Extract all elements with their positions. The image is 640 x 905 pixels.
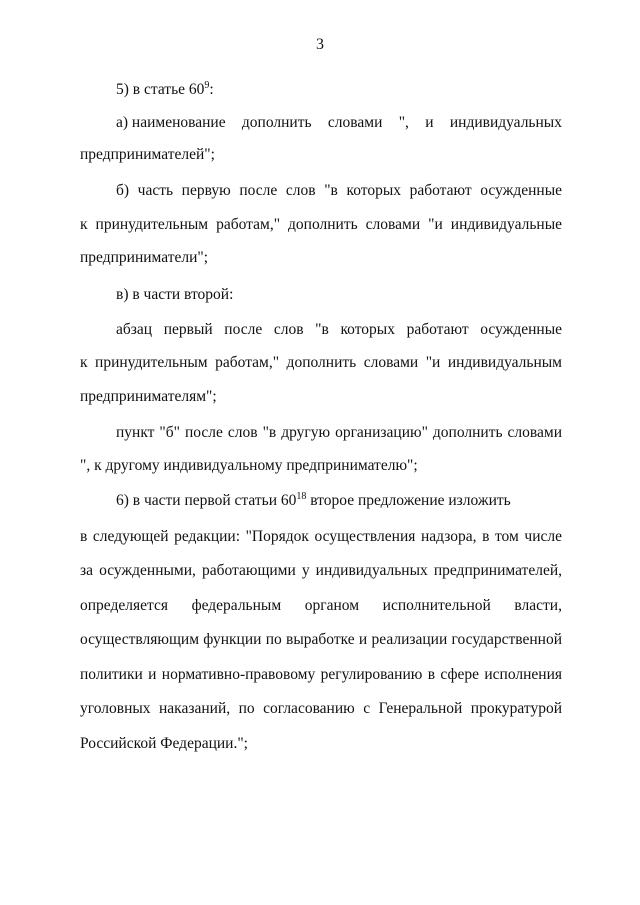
item-5-text: 5) в статье 60 <box>116 81 205 98</box>
word: определяется <box>80 597 168 614</box>
abzac-line-3: предпринимателям"; <box>80 388 217 405</box>
item-6-line-6: политики и нормативно-правовому регулированию в сфере исполнения <box>80 666 562 683</box>
word: и <box>425 114 434 131</box>
word: а) наименование <box>116 114 226 131</box>
page-number: 3 <box>316 36 324 53</box>
item-b-line-2: к принудительным работам," дополнить словами "и индивидуальные <box>80 216 562 233</box>
word: федеральным <box>191 597 282 614</box>
word: ", <box>398 114 409 131</box>
item-b-line-3: предприниматели"; <box>80 249 209 266</box>
item-a-line-1 <box>116 113 562 133</box>
abzac-line-1: абзац первый после слов "в которых работают осужденные <box>116 321 562 338</box>
item-5-colon: : <box>209 81 214 98</box>
punkt-line-2: ", к другому индивидуальному предпринимателю"; <box>80 457 418 474</box>
item-6-text-tail: второе предложение изложить <box>306 492 511 509</box>
item-6-text: 6) в части первой статьи 60 <box>116 492 297 509</box>
item-5-heading <box>116 80 562 100</box>
item-a-line-2: предпринимателей"; <box>80 146 215 163</box>
item-b-line-1: б) часть первую после слов "в которых работают осужденные <box>116 182 562 199</box>
item-6-superscript: 18 <box>296 491 307 502</box>
item-6-line-1 <box>116 491 562 511</box>
item-6-line-4 <box>80 596 562 616</box>
item-6-line-7: уголовных наказаний, по согласованию с Генеральной прокуратурой <box>80 700 562 717</box>
item-v-line-1: в) в части второй: <box>116 286 234 303</box>
abzac-line-2: к принудительным работам," дополнить словами "и индивидуальным <box>80 354 562 371</box>
item-6-line-8: Российской Федерации."; <box>80 735 248 752</box>
item-6-line-3: за осужденными, работающими у индивидуальных предпринимателей, <box>80 562 562 579</box>
punkt-line-1: пункт "б" после слов "в другую организацию" дополнить словами <box>116 424 562 441</box>
word: дополнить <box>241 114 312 131</box>
word: исполнительной <box>382 597 491 614</box>
item-6-line-2: в следующей редакции: "Порядок осуществления надзора, в том числе <box>80 528 562 545</box>
item-6-line-5: осуществляющим функции по выработке и реализации государственной <box>80 631 562 648</box>
item-5-superscript: 9 <box>204 80 210 91</box>
word: словами <box>327 114 383 131</box>
word: власти, <box>514 597 562 614</box>
word: индивидуальных <box>449 114 562 131</box>
word: органом <box>304 597 360 614</box>
